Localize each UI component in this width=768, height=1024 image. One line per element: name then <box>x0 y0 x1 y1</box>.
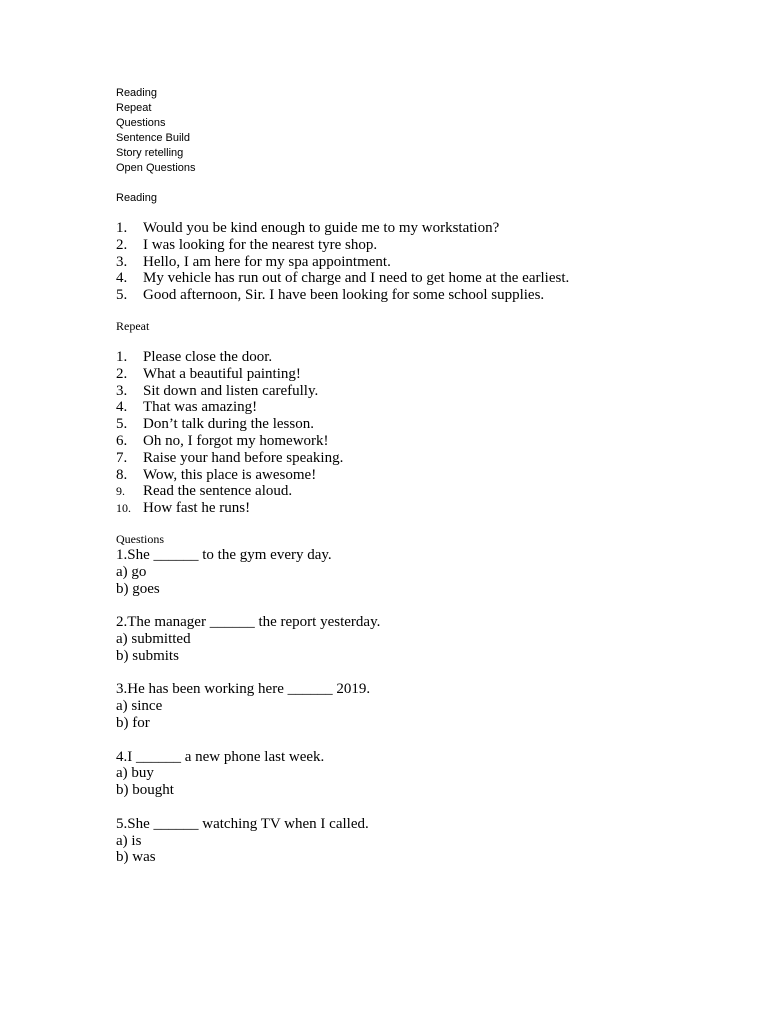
list-text: Oh no, I forgot my homework! <box>143 432 329 449</box>
list-item <box>116 237 736 254</box>
list-number: 4. <box>116 399 128 416</box>
reading-heading: Reading <box>116 192 157 204</box>
list-number: 2. <box>116 236 128 253</box>
question-option: a) since <box>116 698 163 715</box>
question-item <box>116 749 736 799</box>
question-option: a) go <box>116 563 147 580</box>
list-number: 4. <box>116 270 128 287</box>
list-text: Sit down and listen carefully. <box>143 382 319 399</box>
list-item <box>116 450 736 467</box>
question-prompt: 2.The manager ______ the report yesterday. <box>116 614 381 631</box>
repeat-list <box>116 349 736 517</box>
list-item <box>116 433 736 450</box>
question-item <box>116 614 736 664</box>
question-prompt: 1.She ______ to the gym every day. <box>116 546 332 563</box>
toc-item: Repeat <box>116 102 152 114</box>
question-prompt: 3.He has been working here ______ 2019. <box>116 681 371 698</box>
toc-item: Questions <box>116 117 166 129</box>
list-number: 1. <box>116 220 128 236</box>
questions-heading: Questions <box>116 531 164 546</box>
list-text: Good afternoon, Sir. I have been looking for some school supplies. <box>143 287 545 304</box>
list-item <box>116 287 736 304</box>
document-page <box>116 86 736 866</box>
list-text: Read the sentence aloud. <box>143 483 293 500</box>
toc-item: Story retelling <box>116 147 184 159</box>
toc-item: Sentence Build <box>116 132 190 144</box>
list-number: 3. <box>116 382 128 399</box>
question-prompt: 4.I ______ a new phone last week. <box>116 748 325 765</box>
question-option: b) for <box>116 714 150 731</box>
list-text: Wow, this place is awesome! <box>143 466 317 483</box>
question-option: b) was <box>116 849 156 866</box>
list-number: 2. <box>116 365 128 382</box>
list-text: That was amazing! <box>143 399 258 416</box>
list-text: What a beautiful painting! <box>143 365 301 382</box>
list-text: Raise your hand before speaking. <box>143 449 344 466</box>
list-item <box>116 383 736 400</box>
reading-list <box>116 220 736 304</box>
question-option: b) bought <box>116 782 174 799</box>
list-number: 9. <box>116 484 125 499</box>
toc-list <box>116 86 736 176</box>
list-text: I was looking for the nearest tyre shop. <box>143 236 378 253</box>
list-number: 8. <box>116 466 128 483</box>
list-item <box>116 254 736 271</box>
list-text: Hello, I am here for my spa appointment. <box>143 253 391 270</box>
list-number: 6. <box>116 432 128 449</box>
question-option: a) buy <box>116 765 154 782</box>
toc-item: Reading <box>116 87 157 99</box>
question-prompt: 5.She ______ watching TV when I called. <box>116 815 369 832</box>
repeat-heading: Repeat <box>116 318 150 333</box>
list-number: 10. <box>116 501 131 516</box>
list-item <box>116 500 736 517</box>
question-option: a) is <box>116 832 142 849</box>
list-item <box>116 349 736 366</box>
list-number: 5. <box>116 416 128 433</box>
list-text: Don’t talk during the lesson. <box>143 416 314 433</box>
list-item <box>116 220 736 237</box>
list-text: Please close the door. <box>143 348 273 365</box>
question-option: b) submits <box>116 647 179 664</box>
list-item <box>116 270 736 287</box>
list-item <box>116 399 736 416</box>
list-item <box>116 483 736 500</box>
list-number: 1. <box>116 348 128 365</box>
list-text: My vehicle has run out of charge and I need to get home at the earliest. <box>143 270 570 287</box>
list-text: Would you be kind enough to guide me to my workstation? <box>143 220 500 236</box>
list-number: 7. <box>116 449 128 466</box>
list-item <box>116 416 736 433</box>
question-option: b) goes <box>116 580 160 597</box>
toc-item: Open Questions <box>116 162 196 174</box>
question-option: a) submitted <box>116 630 191 647</box>
list-number: 3. <box>116 253 128 270</box>
list-text: How fast he runs! <box>143 500 251 517</box>
question-item <box>116 547 736 597</box>
list-number: 5. <box>116 287 128 304</box>
list-item <box>116 467 736 484</box>
list-item <box>116 366 736 383</box>
question-item <box>116 681 736 731</box>
question-item <box>116 816 736 866</box>
